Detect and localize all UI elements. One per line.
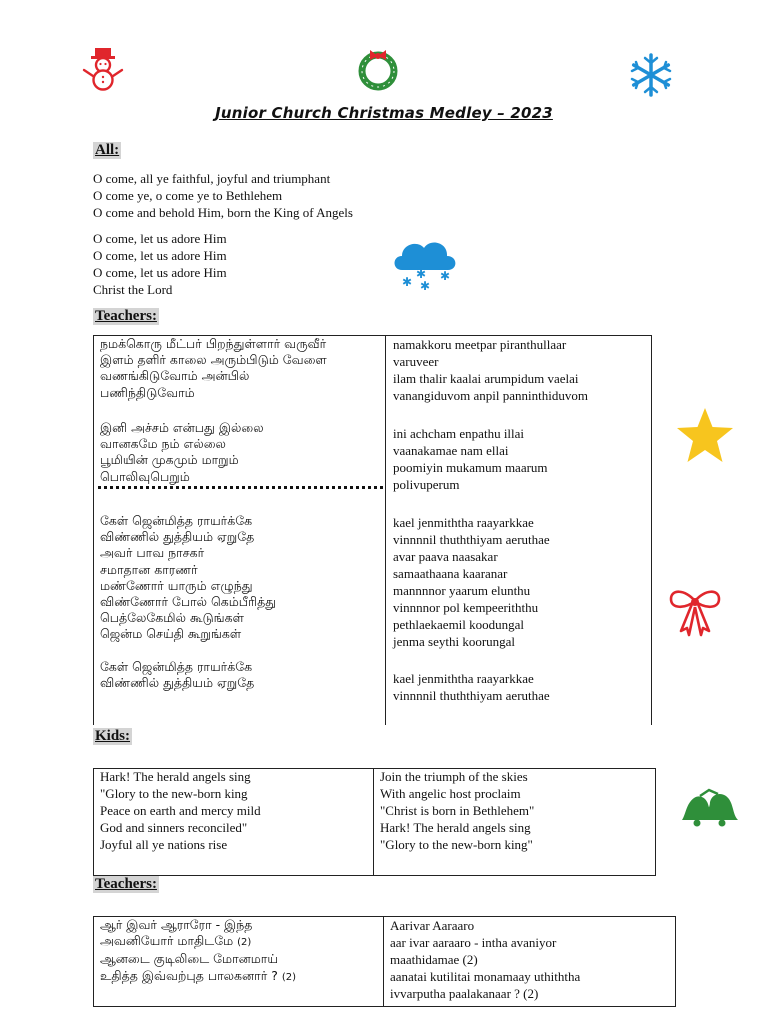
lyric-line: O come and behold Him, born the King of Angels [93, 205, 353, 220]
translit-line: vaanakamae nam ellai [393, 443, 509, 458]
tamil-line: ஆனடை குடிலிடை மோனமாய் [100, 951, 279, 967]
teachers-table-left-border [93, 335, 94, 725]
tamil-line: வானகமே நம் எல்லை [100, 436, 226, 452]
translit-line: ini achcham enpathu illai [393, 426, 525, 441]
translit-line: maathidamae (2) [390, 952, 478, 967]
tamil-line: சமாதான காரணர் [100, 561, 198, 577]
translit-stanza-3 [393, 514, 550, 650]
translit-line: samaathaana kaaranar [393, 566, 508, 581]
all-verse-2 [93, 230, 227, 298]
lyric-line: Joyful all ye nations rise [100, 837, 228, 852]
lyric-line: God and sinners reconciled" [100, 820, 248, 835]
translit-line: poomiyin mukamum maarum [393, 460, 548, 475]
lyric-line: O come, all ye faithful, joyful and triumphant [93, 171, 331, 186]
translit-line: Aarivar Aaraaro [390, 918, 475, 933]
tamil-lullaby [100, 917, 296, 986]
lyric-line: Join the triumph of the skies [380, 769, 528, 784]
translit-stanza-1 [393, 336, 588, 404]
snowflake-icon [628, 52, 674, 98]
translit-line: kael jenmiththa raayarkkae [393, 515, 534, 530]
translit-line: aar ivar aaraaro - intha avaniyor [390, 935, 557, 950]
tamil-line: பொலிவுபெறும் [100, 468, 190, 484]
translit-line: aanatai kutilitai monamaay uthiththa [390, 969, 581, 984]
star-icon [675, 406, 735, 464]
tamil-line: உதித்த இவ்வற்புத பாலகனார் ? (2) [100, 967, 297, 983]
tamil-line: பெத்லேகேமில் கூடுங்கள் [100, 610, 244, 626]
all-verse-1 [93, 170, 353, 221]
lyric-line: O come, let us adore Him [93, 248, 227, 263]
lyric-line: Hark! The herald angels sing [380, 820, 531, 835]
snowman-icon [80, 47, 126, 91]
lyric-line: O come ye, o come ye to Bethlehem [93, 188, 283, 203]
svg-text:✱: ✱ [416, 267, 427, 281]
translit-line: vinnnnil thuththiyam aeruthae [393, 532, 550, 547]
tamil-line: பணிந்திடுவோம் [100, 384, 195, 400]
translit-line: kael jenmiththa raayarkkae [393, 671, 534, 686]
translit-line: varuveer [393, 354, 439, 369]
tamil-stanza-1 [100, 336, 327, 401]
kids-heading: Kids: [95, 728, 131, 744]
translit-line: vinnnnor pol kempeeriththu [393, 600, 539, 615]
teachers-heading-1: Teachers: [95, 308, 157, 324]
translit-line: ilam thalir kaalai arumpidum vaelai [393, 371, 579, 386]
snow-cloud-icon [390, 234, 460, 292]
lyric-line: "Glory to the new-born king [100, 786, 248, 801]
kids-table-divider [373, 768, 374, 875]
tamil-line: மண்ணோர் யாரும் எழுந்து [100, 577, 253, 593]
translit-line: polivuperum [393, 477, 460, 492]
translit-line: mannnnor yaarum elunthu [393, 583, 531, 598]
lyric-line: Hark! The herald angels sing [100, 769, 251, 784]
translit-line: jenma seythi koorungal [393, 634, 516, 649]
tamil-line: இனி அச்சம் என்பது இல்லை [100, 420, 264, 435]
dotted-separator [98, 486, 383, 489]
tamil-line: நமக்கொரு மீட்பர் பிறந்துள்ளார் வருவீர் [100, 336, 327, 351]
svg-text:✱: ✱ [402, 275, 413, 289]
teachers-table-divider [385, 335, 386, 725]
translit-stanza-2 [393, 425, 548, 493]
tamil-line: கேள் ஜென்மித்த ராயர்க்கே [100, 659, 253, 674]
translit-line: vinnnnil thuththiyam aeruthae [393, 688, 550, 703]
tamil-stanza-2 [100, 420, 264, 485]
translit-stanza-4 [393, 670, 550, 704]
lyric-line: Christ the Lord [93, 282, 173, 297]
all-heading: All: [95, 142, 120, 158]
tamil-line: அவர் பாவ நாசகர் [100, 545, 205, 561]
tamil-line: விண்ணோர் போல் கெம்பீரித்து [100, 594, 277, 610]
wreath-icon [355, 47, 401, 93]
document-title: Junior Church Christmas Medley – 2023 [215, 104, 553, 122]
translit-line: vanangiduvom anpil panninthiduvom [393, 388, 588, 403]
tamil-line: அவனியோர் மாதிடமே (2) [100, 933, 252, 949]
translit-line: avar paava naasakar [393, 549, 498, 564]
repeat-marker: (2) [281, 971, 297, 983]
kids-right-column [380, 768, 534, 853]
lyric-line: O come, let us adore Him [93, 265, 227, 280]
translit-line: namakkoru meetpar piranthullaar [393, 337, 567, 352]
tamil-stanza-3 [100, 513, 276, 643]
tamil-line: விண்ணில் துத்தியம் ஏறுதே [100, 675, 255, 691]
lyric-line: "Christ is born in Bethlehem" [380, 803, 535, 818]
translit-line: pethlaekaemil koodungal [393, 617, 525, 632]
lyric-line: Peace on earth and mercy mild [100, 803, 261, 818]
tamil-line: கேள் ஜென்மித்த ராயர்க்கே [100, 513, 253, 528]
tamil-line: வணங்கிடுவோம் அன்பில் [100, 368, 250, 384]
lyric-line: With angelic host proclaim [380, 786, 521, 801]
tamil-line: இளம் தளிர் காலை அரும்பிடும் வேளை [100, 352, 327, 368]
svg-text:✱: ✱ [420, 279, 431, 292]
repeat-marker: (2) [237, 937, 252, 949]
kids-left-column [100, 768, 261, 853]
tamil-line: விண்ணில் துத்தியம் ஏறுதே [100, 529, 255, 545]
teachers-heading-2: Teachers: [95, 876, 157, 892]
teachers-table-right-border [651, 335, 652, 725]
bow-icon [667, 583, 723, 637]
bells-icon [676, 786, 742, 832]
tamil-line: பூமியின் முகமும் மாறும் [100, 452, 239, 468]
translit-lullaby [390, 917, 580, 1002]
tamil-line: ஆர் இவர் ஆராரோ - இந்த [100, 917, 253, 932]
svg-text:✱: ✱ [440, 269, 451, 283]
tamil-stanza-4 [100, 659, 254, 691]
lyric-line: O come, let us adore Him [93, 231, 227, 246]
tamil-line: ஜென்ம செய்தி கூறுங்கள் [100, 626, 242, 642]
translit-line: ivvarputha paalakanaar ? (2) [390, 986, 539, 1001]
lyric-line: "Glory to the new-born king" [380, 837, 533, 852]
teachers-table-2-divider [383, 916, 384, 1006]
